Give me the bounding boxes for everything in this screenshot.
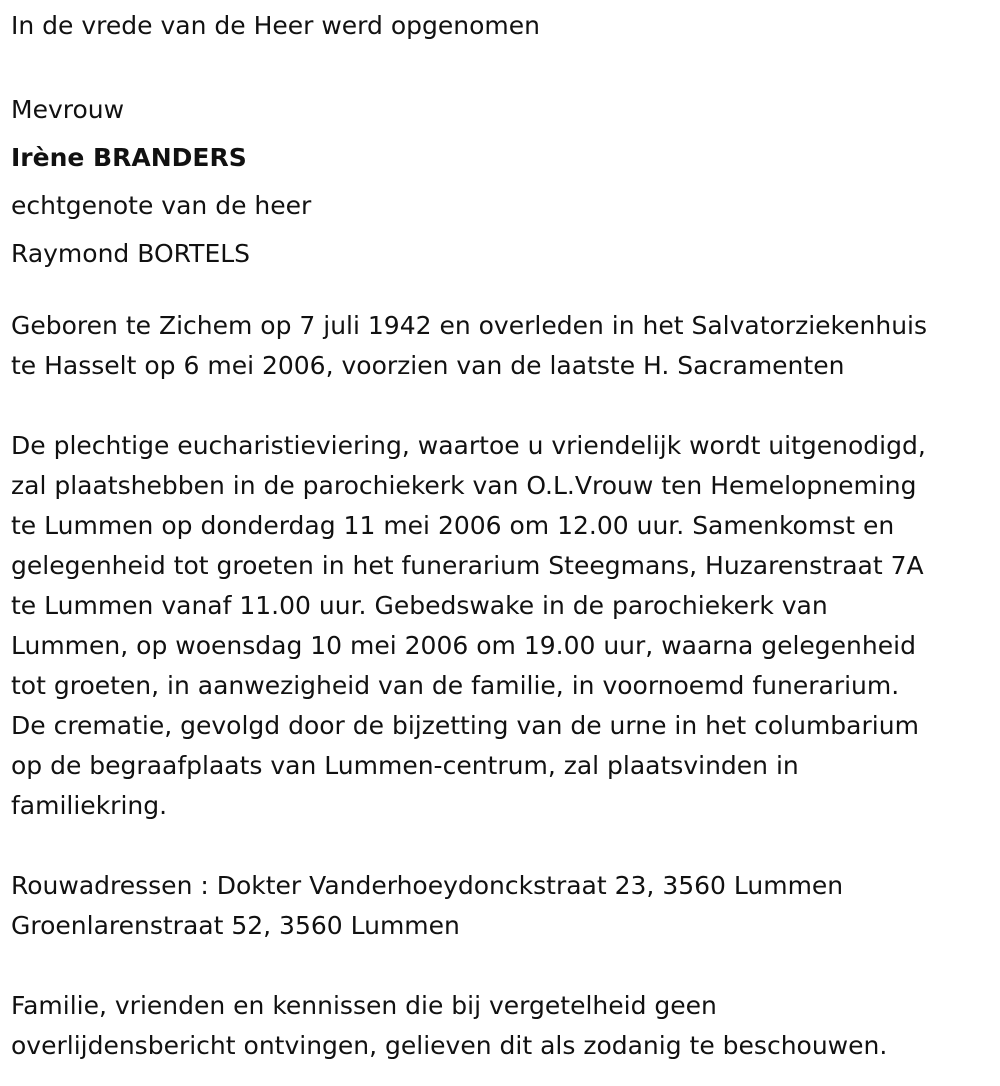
spacer xyxy=(11,46,996,86)
paragraph-line: te Hasselt op 6 mei 2006, voorzien van de laatste H. Sacramenten xyxy=(11,351,845,380)
spacer xyxy=(11,946,996,986)
intro-line: In de vrede van de Heer werd opgenomen xyxy=(11,11,540,40)
deceased-name: Irène BRANDERS xyxy=(11,143,247,172)
obituary-notice xyxy=(11,6,996,1066)
paragraph-line: Familie, vrienden en kennissen die bij vergetelheid geen xyxy=(11,991,717,1020)
paragraph-line: tot groeten, in aanwezigheid van de familie, in voornoemd funerarium. xyxy=(11,671,900,700)
paragraph-line: overlijdensbericht ontvingen, gelieven dit als zodanig te beschouwen. xyxy=(11,1031,888,1060)
paragraph-line: Lummen, op woensdag 10 mei 2006 om 19.00 uur, waarna gelegenheid xyxy=(11,631,916,660)
paragraph-line: familiekring. xyxy=(11,791,168,820)
relation-text: echtgenote van de heer xyxy=(11,191,312,220)
addresses-paragraph xyxy=(11,866,996,946)
paragraph-line: De plechtige eucharistieviering, waartoe u vriendelijk wordt uitgenodigd, xyxy=(11,431,926,460)
paragraph-line: De crematie, gevolgd door de bijzetting van de urne in het columbarium xyxy=(11,711,919,740)
paragraph-line: te Lummen op donderdag 11 mei 2006 om 12.00 uur. Samenkomst en xyxy=(11,511,895,540)
birth-death-paragraph xyxy=(11,306,996,386)
address-line: Groenlarenstraat 52, 3560 Lummen xyxy=(11,911,460,940)
paragraph-line: gelegenheid tot groeten in het funerarium Steegmans, Huzarenstraat 7A xyxy=(11,551,924,580)
paragraph-line: op de begraafplaats van Lummen-centrum, zal plaatsvinden in xyxy=(11,751,799,780)
spacer xyxy=(11,278,996,306)
address-line: Rouwadressen : Dokter Vanderhoeydonckstraat 23, 3560 Lummen xyxy=(11,871,844,900)
spouse-name: Raymond BORTELS xyxy=(11,239,251,268)
paragraph-line: Geboren te Zichem op 7 juli 1942 en overleden in het Salvatorziekenhuis xyxy=(11,311,928,340)
salutation: Mevrouw xyxy=(11,95,125,124)
paragraph-line: te Lummen vanaf 11.00 uur. Gebedswake in de parochiekerk van xyxy=(11,591,828,620)
spacer xyxy=(11,386,996,426)
paragraph-line: zal plaatshebben in de parochiekerk van O.L.Vrouw ten Hemelopneming xyxy=(11,471,917,500)
closing-paragraph xyxy=(11,986,996,1066)
person-block xyxy=(11,86,996,278)
spacer xyxy=(11,826,996,866)
ceremony-paragraph xyxy=(11,426,996,826)
